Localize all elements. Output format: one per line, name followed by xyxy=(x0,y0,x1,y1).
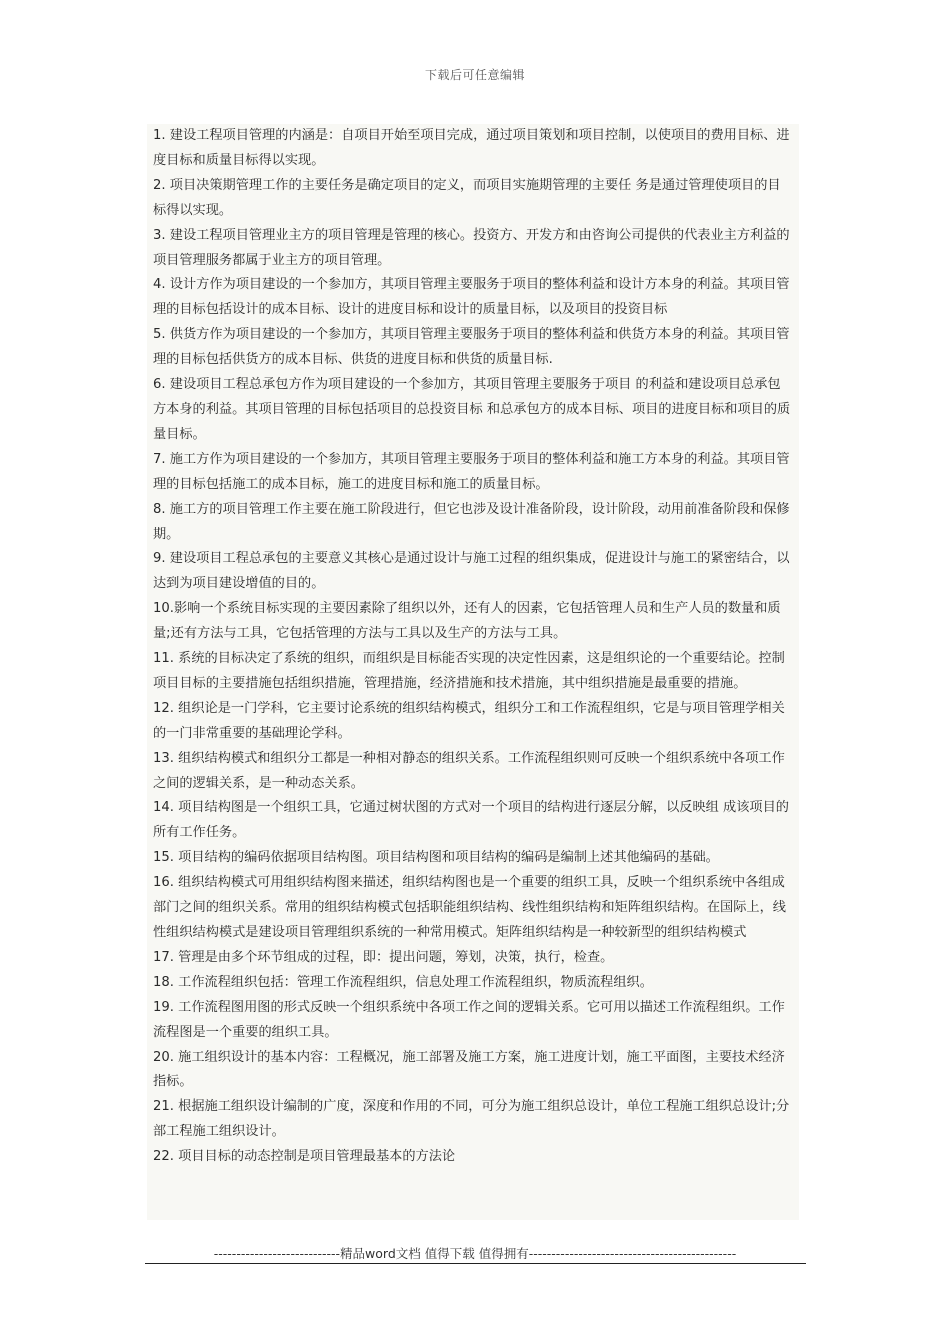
page-footer: ----------------------------精品word文档 值得下载 值得拥有---------------------------------------------- xyxy=(213,1246,737,1261)
document-body xyxy=(147,124,799,1220)
paragraph-2: 2. 项目决策期管理工作的主要任务是确定项目的定义，而项目实施期管理的主要任 务是通过管理使项目的目标得以实现。 xyxy=(153,177,781,218)
paragraph-3: 3. 建设工程项目管理业主方的项目管理是管理的核心。投资方、开发方和由咨询公司提供的代表业主方利益的项目管理服务都属于业主方的项目管理。 xyxy=(153,227,790,268)
paragraph-13: 13. 组织结构模式和组织分工都是一种相对静态的组织关系。工作流程组织则可反映一个组织系统中各项工作之间的逻辑关系，是一种动态关系。 xyxy=(153,750,785,791)
footer-divider xyxy=(145,1263,806,1264)
paragraph-22: 22. 项目目标的动态控制是项目管理最基本的方法论 xyxy=(153,1149,456,1165)
paragraph-1: 1. 建设工程项目管理的内涵是：自项目开始至项目完成，通过项目策划和项目控制，以使项目的费用目标、进度目标和质量目标得以实现。 xyxy=(153,128,790,168)
paragraph-14: 14. 项目结构图是一个组织工具，它通过树状图的方式对一个项目的结构进行逐层分解，以反映组 成该项目的所有工作任务。 xyxy=(153,800,789,841)
paragraph-11: 11. 系统的目标决定了系统的组织，而组织是目标能否实现的决定性因素，这是组织论的一个重要结论。控制项目目标的主要措施包括组织措施，管理措施，经济措施和技术措施，其中组织措施是最重要的措施。 xyxy=(153,651,785,691)
page-header: 下载后可任意编辑 xyxy=(424,68,525,82)
paragraph-9: 9. 建设项目工程总承包的主要意义其核心是通过设计与施工过程的组织集成，促进设计与施工的紧密结合，以达到为项目建设增值的目的。 xyxy=(153,551,790,592)
paragraph-10: 10.影响一个系统目标实现的主要因素除了组织以外，还有人的因素，它包括管理人员和生产人员的数量和质量;还有方法与工具，它包括管理的方法与工具以及生产的方法与工具。 xyxy=(153,601,781,642)
paragraph-8: 8. 施工方的项目管理工作主要在施工阶段进行，但它也涉及设计准备阶段，设计阶段，动用前准备阶段和保修期。 xyxy=(153,501,790,542)
paragraph-7: 7. 施工方作为项目建设的一个参加方，其项目管理主要服务于项目的整体利益和施工方本身的利益。其项目管理的目标包括施工的成本目标，施工的进度目标和施工的质量目标。 xyxy=(153,451,790,492)
paragraph-17: 17. 管理是由多个环节组成的过程，即：提出问题，筹划，决策，执行，检查。 xyxy=(153,949,614,965)
paragraph-21: 21. 根据施工组织设计编制的广度，深度和作用的不同，可分为施工组织总设计，单位工程施工组织总设计;分部工程施工组织设计。 xyxy=(153,1099,790,1140)
paragraph-18: 18. 工作流程组织包括：管理工作流程组织，信息处理工作流程组织，物质流程组织。 xyxy=(153,974,653,990)
paragraph-5: 5. 供货方作为项目建设的一个参加方，其项目管理主要服务于项目的整体利益和供货方本身的利益。其项目管理的目标包括供货方的成本目标、供货的进度目标和供货的质量目标. xyxy=(153,327,790,368)
paragraph-12: 12. 组织论是一门学科，它主要讨论系统的组织结构模式，组织分工和工作流程组织，它是与项目管理学相关的一门非常重要的基础理论学科。 xyxy=(153,700,785,741)
paragraph-15: 15. 项目结构的编码依据项目结构图。项目结构图和项目结构的编码是编制上述其他编码的基础。 xyxy=(153,850,719,866)
paragraph-20: 20. 施工组织设计的基本内容：工程概况，施工部署及施工方案，施工进度计划，施工平面图，主要技术经济指标。 xyxy=(153,1049,785,1090)
paragraph-19: 19. 工作流程图用图的形式反映一个组织系统中各项工作之间的逻辑关系。它可用以描述工作流程组织。工作流程图是一个重要的组织工具。 xyxy=(153,999,785,1040)
paragraph-6: 6. 建设项目工程总承包方作为项目建设的一个参加方，其项目管理主要服务于项目 的利益和建设项目总承包方本身的利益。其项目管理的目标包括项目的总投资目标 和总承包方的成本目标、项目的进度目标和项目的质量目标。 xyxy=(153,377,791,442)
paragraph-4: 4. 设计方作为项目建设的一个参加方，其项目管理主要服务于项目的整体利益和设计方本身的利益。其项目管理的目标包括设计的成本目标、设计的进度目标和设计的质量目标，以及项目的投资目标 xyxy=(153,277,790,318)
paragraph-16: 16. 组织结构模式可用组织结构图来描述，组织结构图也是一个重要的组织工具，反映一个组织系统中各组成部门之间的组织关系。常用的组织结构模式包括职能组织结构、线性组织结构和矩阵组织结构。在国际上，线性组织结构模式是建设项目管理组织系统的一种常用模式。矩阵组织结构是一种较新型的组织结构模式 xyxy=(153,875,786,940)
